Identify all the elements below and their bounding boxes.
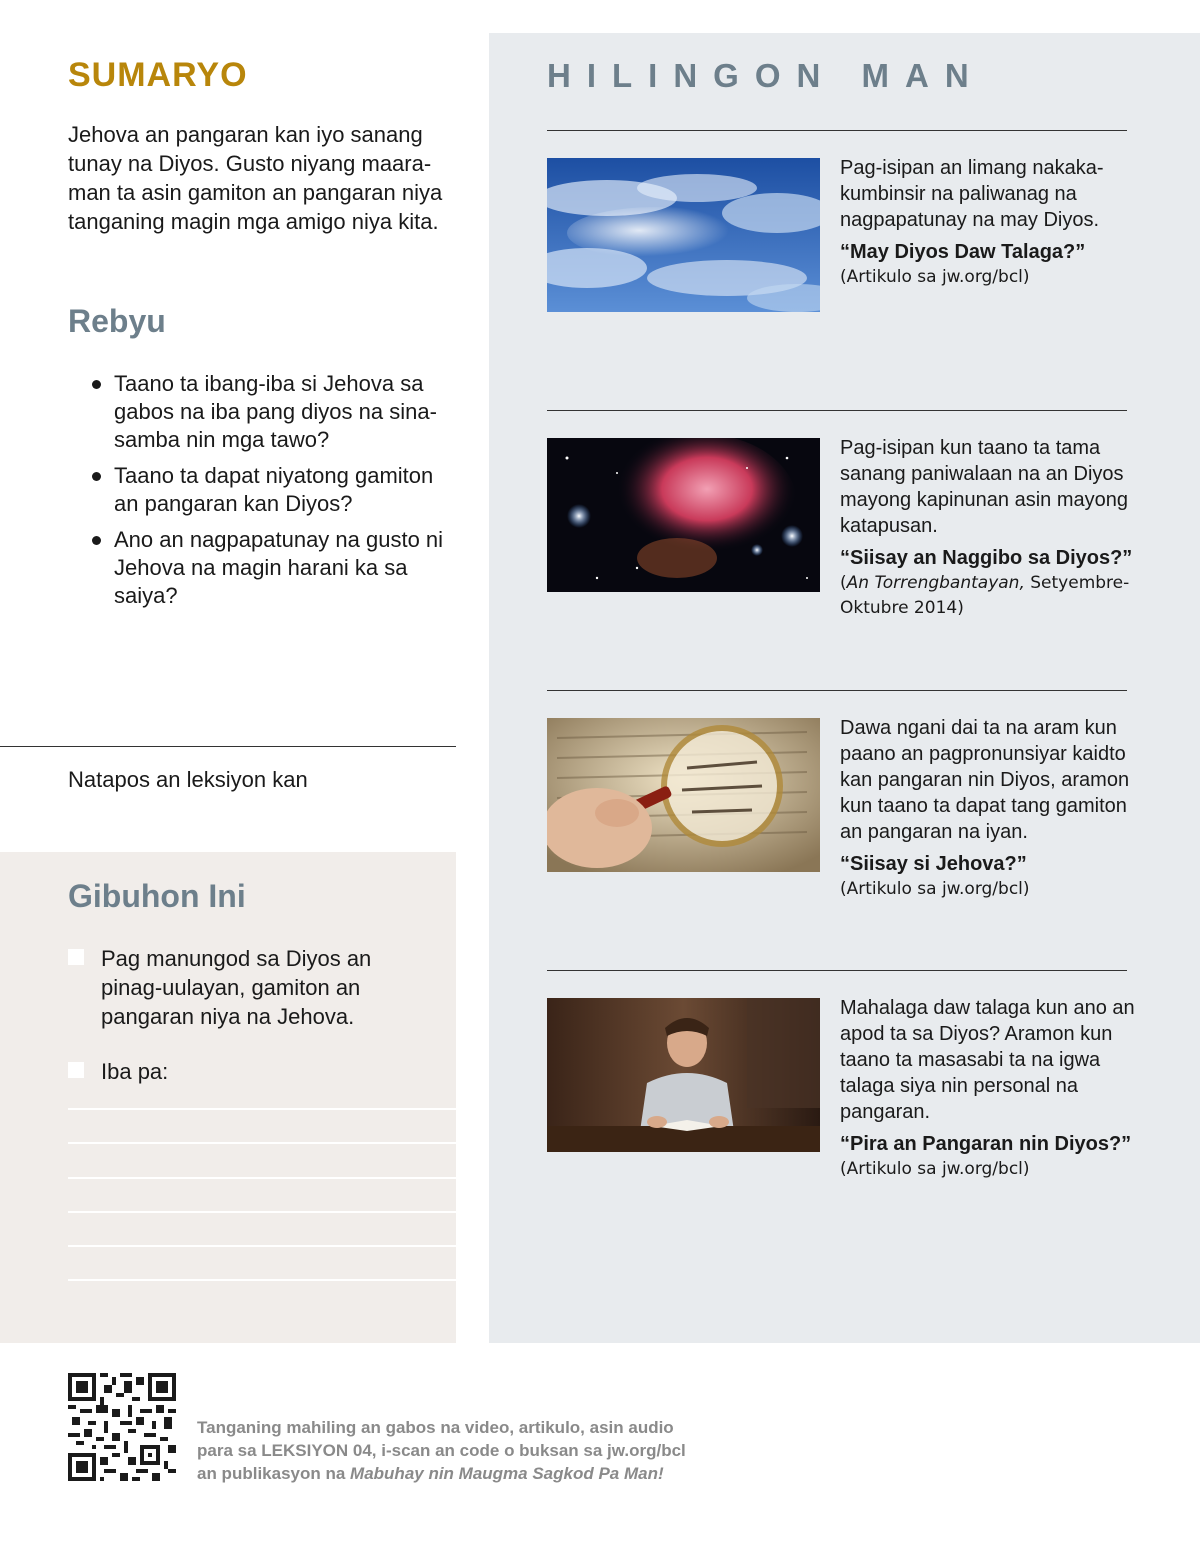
task-text: Pag manungod sa Diyos an pinag-uulayan, gamiton an pangaran niya na Jehova. xyxy=(101,946,372,1029)
writing-line[interactable] xyxy=(68,1108,456,1110)
review-item xyxy=(88,526,448,610)
divider xyxy=(0,746,456,747)
entry-description: Mahalaga daw talaga kun ano an apod ta sa Diyos? Aramon kun taano ta masasabi ta na igwa talaga siya nin personal na pangaran. xyxy=(840,997,1135,1123)
entry-description: Pag-isipan an limang nakaka-kumbinsir na paliwanag na nagpapatunay na may Diyos. xyxy=(840,157,1104,231)
review-item xyxy=(88,370,448,454)
action-heading: Gibuhon Ini xyxy=(68,878,246,914)
footer-line-prefix: an publikasyon na xyxy=(197,1464,351,1483)
bullet-icon xyxy=(92,380,101,389)
review-list xyxy=(88,370,448,618)
review-item xyxy=(88,462,448,518)
source-publication: An Torrengbantayan, xyxy=(846,573,1025,593)
divider xyxy=(547,690,1127,691)
magnifying-glass-hebrew-photo-icon[interactable] xyxy=(547,718,820,872)
divider xyxy=(547,130,1127,131)
summary-heading: SUMARYO xyxy=(68,56,248,94)
writing-line[interactable] xyxy=(68,1211,456,1213)
resource-entry xyxy=(840,435,1140,621)
bullet-icon xyxy=(92,536,101,545)
task-item xyxy=(68,944,438,1031)
footer-line: Tanganing mahiling an gabos na video, artikulo, asin audio xyxy=(197,1418,674,1437)
footer-note xyxy=(197,1416,757,1485)
review-item-text: Taano ta ibang-iba si Jehova sa gabos na iba pang diyos na sina-samba nin mga tawo? xyxy=(114,371,437,452)
entry-source: (Artikulo sa jw.org/bcl) xyxy=(840,879,1030,899)
entry-description: Pag-isipan kun taano ta tama sanang paniwalaan na an Diyos mayong kapinunan asin mayong katapusan. xyxy=(840,437,1128,537)
checkbox[interactable] xyxy=(68,1062,84,1078)
sky-clouds-photo-icon[interactable] xyxy=(547,158,820,312)
left-column xyxy=(0,0,456,1343)
entry-description: Dawa ngani dai ta na aram kun paano an pagpronunsiyar kaidto kan pangaran nin Diyos, aramon kun taano ta dapat tang gamiton an pangaran na iyan. xyxy=(840,717,1130,843)
review-item-text: Taano ta dapat niyatong gamiton an pangaran kan Diyos? xyxy=(114,463,434,516)
resource-entry xyxy=(840,995,1140,1182)
checkbox[interactable] xyxy=(68,949,84,965)
task-text: Iba pa: xyxy=(101,1059,169,1084)
writing-line[interactable] xyxy=(68,1245,456,1247)
qr-code-icon[interactable] xyxy=(68,1373,176,1481)
task-item xyxy=(68,1057,438,1086)
source-open: ( xyxy=(840,573,847,593)
entry-title-link[interactable]: “Pira an Pangaran nin Diyos?” xyxy=(840,1133,1132,1155)
bullet-icon xyxy=(92,472,101,481)
review-heading: Rebyu xyxy=(68,303,166,339)
see-also-heading: HILINGON MAN xyxy=(547,57,985,94)
see-also-panel xyxy=(489,33,1200,1343)
writing-line[interactable] xyxy=(68,1177,456,1179)
entry-title-link[interactable]: “Siisay si Jehova?” xyxy=(840,853,1027,875)
man-reading-photo-icon[interactable] xyxy=(547,998,820,1152)
footer-line: para sa LEKSIYON 04, i-scan an code o buksan sa jw.org/bcl xyxy=(197,1441,686,1460)
resource-entry xyxy=(840,155,1140,290)
divider xyxy=(547,970,1127,971)
summary-text: Jehova an pangaran kan iyo sanang tunay na Diyos. Gusto niyang maara-man ta asin gamiton an pangaran niya tanganing magin mga amigo niya kita. xyxy=(68,122,443,234)
writing-line[interactable] xyxy=(68,1142,456,1144)
resource-entry xyxy=(840,715,1140,902)
divider xyxy=(547,410,1127,411)
footer-line xyxy=(197,1462,757,1485)
entry-source: (Artikulo sa jw.org/bcl) xyxy=(840,267,1030,287)
entry-source xyxy=(840,571,1140,621)
entry-title-link[interactable]: “Siisay an Naggibo sa Diyos?” xyxy=(840,547,1133,569)
action-panel xyxy=(0,852,456,1343)
review-item-text: Ano an nagpapatunay na gusto ni Jehova na magin harani ka sa saiya? xyxy=(114,527,444,608)
lesson-completed-label: Natapos an leksiyon kan xyxy=(68,767,308,792)
entry-title-link[interactable]: “May Diyos Daw Talaga?” xyxy=(840,241,1086,263)
publication-title: Mabuhay nin Maugma Sagkod Pa Man! xyxy=(350,1464,664,1483)
writing-line[interactable] xyxy=(68,1279,456,1281)
source-date: Setyembre-Oktubre 2014) xyxy=(840,573,1130,618)
entry-source: (Artikulo sa jw.org/bcl) xyxy=(840,1159,1030,1179)
nebula-photo-icon[interactable] xyxy=(547,438,820,592)
